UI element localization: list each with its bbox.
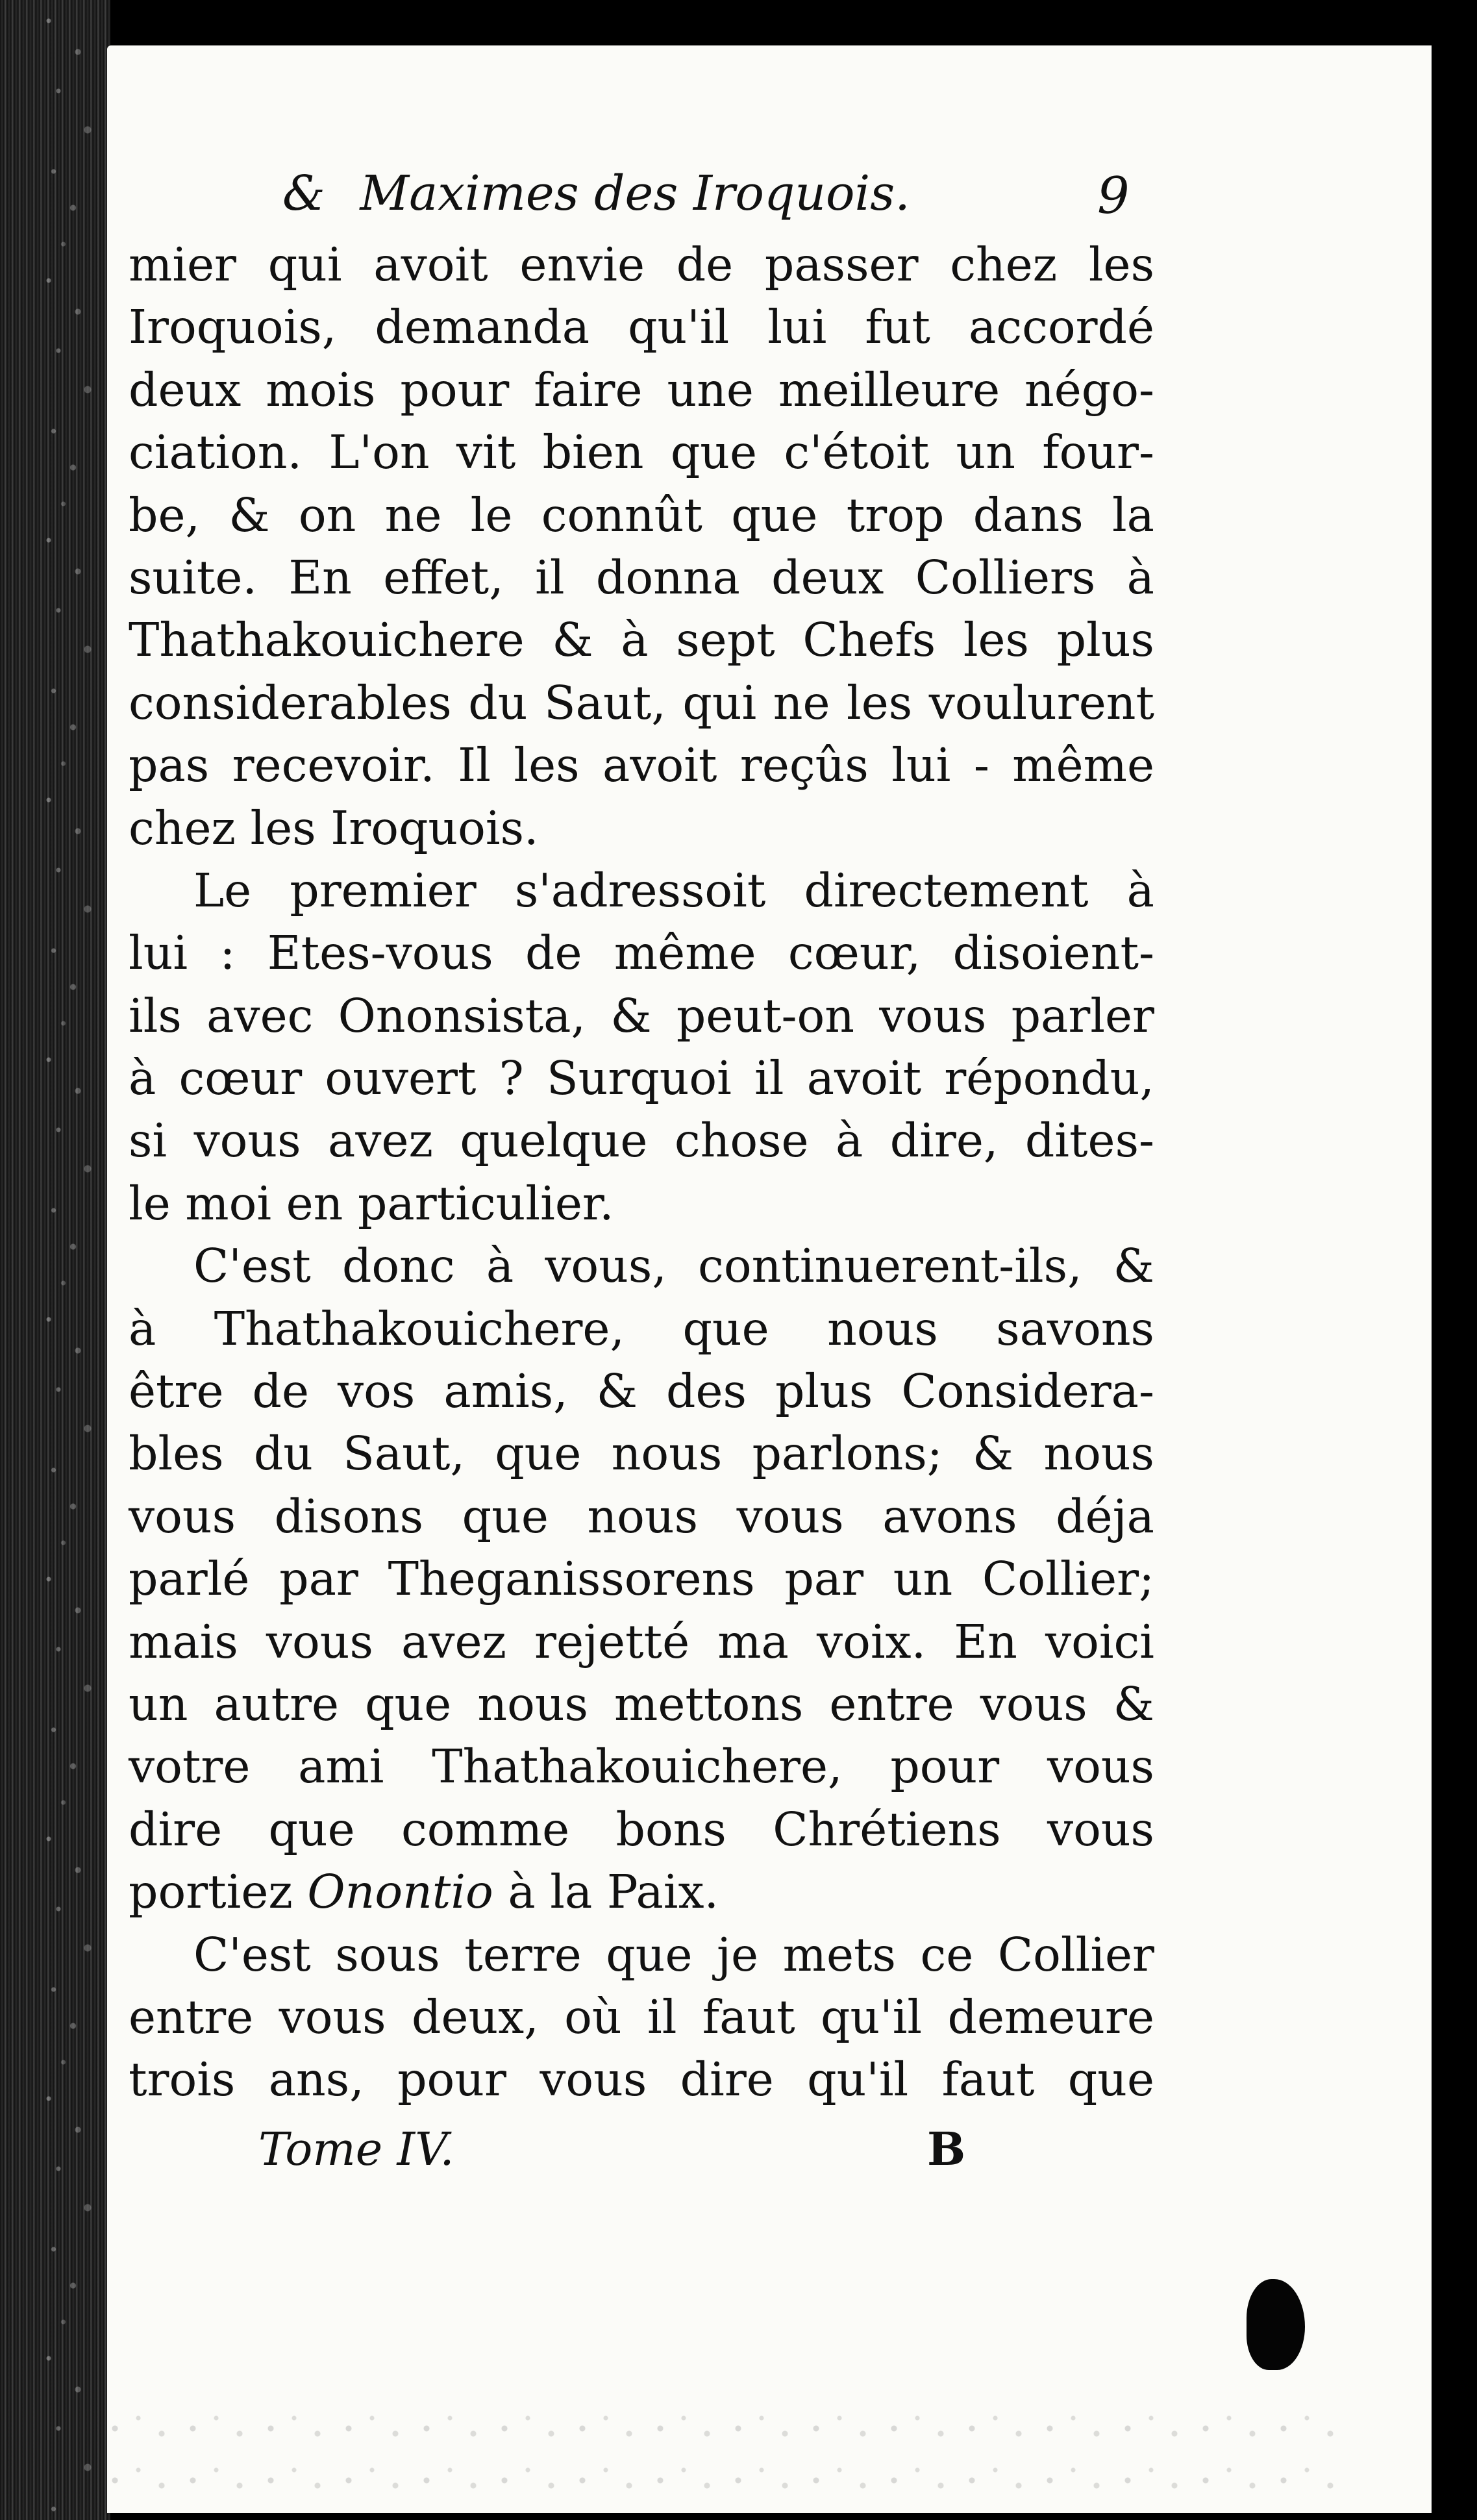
text-line: être de vos amis, & des plus Considera- bbox=[129, 1364, 1154, 1419]
text-line: Thathakouichere & à sept Chefs les plus bbox=[129, 613, 1154, 667]
text-line: suite. En effet, il donna deux Colliers à bbox=[129, 550, 1154, 605]
binding-texture bbox=[19, 0, 117, 2520]
text-line: mais vous avez rejetté ma voix. En voici bbox=[129, 1614, 1154, 1669]
paragraph-start: C'est sous terre que je mets ce Collier bbox=[193, 1927, 1154, 1982]
text-line: bles du Saut, que nous parlons; & nous bbox=[129, 1427, 1154, 1481]
text-line: ils avec Ononsista, & peut-on vous parler bbox=[129, 988, 1154, 1043]
text-line: votre ami Thathakouichere, pour vous bbox=[129, 1740, 1154, 1794]
body-text bbox=[129, 234, 1154, 2112]
text-line: vous disons que nous vous avons déja bbox=[129, 1489, 1154, 1543]
text-line: pas recevoir. Il les avoit reçûs lui - même bbox=[129, 738, 1154, 793]
text-line: chez les Iroquois. bbox=[129, 801, 539, 855]
text-line: deux mois pour faire une meilleure négo- bbox=[129, 362, 1154, 417]
text-line: considerables du Saut, qui ne les voulurent bbox=[129, 675, 1154, 730]
page-footer bbox=[129, 2120, 1154, 2178]
text-line: parlé par Theganissorens par un Collier; bbox=[129, 1552, 1154, 1606]
text-line: be, & on ne le connût que trop dans la bbox=[129, 488, 1154, 542]
text-line: le moi en particulier. bbox=[129, 1176, 614, 1230]
text-line: mier qui avoit envie de passer chez les bbox=[129, 238, 1154, 292]
text-line-start: portiez bbox=[129, 1865, 293, 1919]
running-head-ornament: & bbox=[282, 166, 325, 221]
text-line bbox=[129, 1861, 1154, 1923]
running-head-title: Maximes des Iroquois. bbox=[360, 166, 910, 221]
volume-signature: Tome IV. bbox=[258, 2123, 454, 2176]
scan-noise bbox=[107, 2402, 1341, 2513]
paragraph-start: C'est donc à vous, continuerent-ils, & bbox=[193, 1239, 1154, 1293]
text-line: à cœur ouvert ? Surquoi il avoit répondu, bbox=[129, 1051, 1154, 1106]
gathering-mark: B bbox=[927, 2122, 966, 2176]
text-line: un autre que nous mettons entre vous & bbox=[129, 1677, 1154, 1731]
text-line: ciation. L'on vit bien que c'étoit un four- bbox=[129, 425, 1154, 480]
page-number: 9 bbox=[1097, 167, 1130, 225]
text-line-end: à la Paix. bbox=[508, 1865, 719, 1919]
italic-name: Onontio bbox=[307, 1865, 493, 1919]
text-line: à Thathakouichere, que nous savons bbox=[129, 1301, 1154, 1356]
text-line: lui : Etes-vous de même cœur, disoient- bbox=[129, 926, 1154, 980]
running-head bbox=[282, 168, 1139, 219]
text-line: Iroquois, demanda qu'il lui fut accordé bbox=[129, 300, 1154, 355]
text-line: trois ans, pour vous dire qu'il faut que bbox=[129, 2052, 1154, 2107]
text-line: si vous avez quelque chose à dire, dites- bbox=[129, 1114, 1154, 1168]
right-page-edge bbox=[1432, 0, 1477, 2520]
text-line: dire que comme bons Chrétiens vous bbox=[129, 1802, 1154, 1856]
ink-blot bbox=[1247, 2279, 1305, 2370]
paragraph-start: Le premier s'adressoit directement à bbox=[193, 863, 1154, 917]
text-line: entre vous deux, où il faut qu'il demeure bbox=[129, 1990, 1154, 2044]
